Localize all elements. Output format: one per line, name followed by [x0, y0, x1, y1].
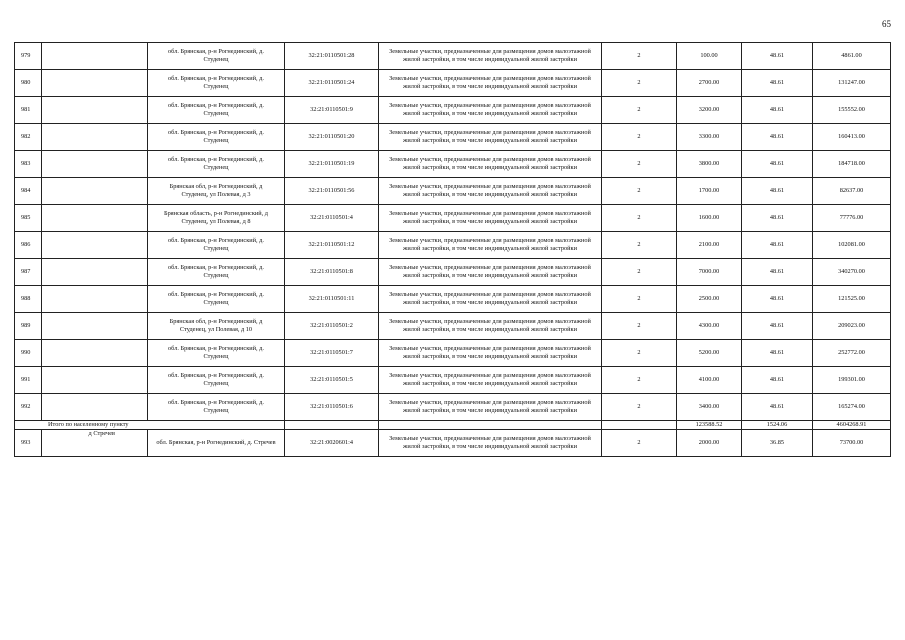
group-cell: 2 — [602, 430, 677, 457]
rate-cell: 48.61 — [742, 394, 813, 421]
group-cell: 2 — [602, 178, 677, 205]
group-cell: 2 — [602, 97, 677, 124]
settlement-cell — [42, 340, 148, 367]
settlement-cell — [42, 286, 148, 313]
settlement-cell — [42, 70, 148, 97]
cadastral-number: 32:21:0110501:4 — [285, 205, 379, 232]
table-row — [15, 205, 891, 232]
cadastral-value-cell: 165274.00 — [813, 394, 891, 421]
row-number: 990 — [15, 340, 42, 367]
address-cell: обл. Брянская, р-н Рогнединский, д. Студенец — [148, 151, 285, 178]
page-number: 65 — [882, 19, 891, 29]
cadastral-value-cell: 121525.00 — [813, 286, 891, 313]
rate-cell: 48.61 — [742, 97, 813, 124]
land-plot-table — [14, 42, 891, 457]
cadastral-value-cell: 340270.00 — [813, 259, 891, 286]
group-cell: 2 — [602, 205, 677, 232]
rate-cell: 48.61 — [742, 205, 813, 232]
group-cell: 2 — [602, 259, 677, 286]
group-cell: 2 — [602, 340, 677, 367]
cadastral-value-cell: 82637.00 — [813, 178, 891, 205]
settlement-cell — [42, 259, 148, 286]
cadastral-value-cell: 209023.00 — [813, 313, 891, 340]
row-number: 983 — [15, 151, 42, 178]
group-cell: 2 — [602, 151, 677, 178]
area-cell: 2100.00 — [677, 232, 742, 259]
cadastral-number: 32:21:0110501:12 — [285, 232, 379, 259]
land-use-cell: Земельные участки, предназначенные для размещения домов малоэтажной жилой застройки, в том числе индивидуальной жилой застройки — [379, 394, 602, 421]
area-cell: 2000.00 — [677, 430, 742, 457]
address-cell: обл. Брянская, р-н Рогнединский, д. Студенец — [148, 124, 285, 151]
table-row — [15, 394, 891, 421]
table-row — [15, 124, 891, 151]
cadastral-value-cell: 73700.00 — [813, 430, 891, 457]
rate-cell: 48.61 — [742, 313, 813, 340]
land-use-cell: Земельные участки, предназначенные для размещения домов малоэтажной жилой застройки, в том числе индивидуальной жилой застройки — [379, 259, 602, 286]
table-row — [15, 70, 891, 97]
settlement-cell — [42, 367, 148, 394]
cadastral-number: 32:21:0110501:7 — [285, 340, 379, 367]
area-cell: 4100.00 — [677, 367, 742, 394]
rate-cell: 48.61 — [742, 340, 813, 367]
address-cell: Брянская обл, р-н Рогнединский, д Студенец, ул Полевая, д 3 — [148, 178, 285, 205]
row-number: 985 — [15, 205, 42, 232]
empty-cell — [285, 421, 379, 430]
cadastral-value-cell: 199301.00 — [813, 367, 891, 394]
land-use-cell: Земельные участки, предназначенные для размещения домов малоэтажной жилой застройки, в том числе индивидуальной жилой застройки — [379, 340, 602, 367]
table-row — [15, 430, 891, 457]
table-row — [15, 367, 891, 394]
total-row — [15, 421, 891, 430]
land-use-cell: Земельные участки, предназначенные для размещения домов малоэтажной жилой застройки, в том числе индивидуальной жилой застройки — [379, 70, 602, 97]
cadastral-value-cell: 155552.00 — [813, 97, 891, 124]
cadastral-value-cell: 160413.00 — [813, 124, 891, 151]
total-value: 4604268.91 — [813, 421, 891, 430]
group-cell: 2 — [602, 367, 677, 394]
cadastral-number: 32:21:0110501:6 — [285, 394, 379, 421]
settlement-cell — [42, 232, 148, 259]
table-row — [15, 97, 891, 124]
cadastral-number: 32:21:0110501:20 — [285, 124, 379, 151]
group-cell: 2 — [602, 232, 677, 259]
address-cell: обл. Брянская, р-н Рогнединский, д. Студенец — [148, 286, 285, 313]
row-number: 989 — [15, 313, 42, 340]
address-cell: обл. Брянская, р-н Рогнединский, д. Студенец — [148, 340, 285, 367]
table-row — [15, 286, 891, 313]
area-cell: 2700.00 — [677, 70, 742, 97]
cadastral-number: 32:21:0110501:8 — [285, 259, 379, 286]
empty-cell — [602, 421, 677, 430]
land-use-cell: Земельные участки, предназначенные для размещения домов малоэтажной жилой застройки, в том числе индивидуальной жилой застройки — [379, 367, 602, 394]
address-cell: обл. Брянская, р-н Рогнединский, д. Студенец — [148, 259, 285, 286]
address-cell: обл. Брянская, р-н Рогнединский, д. Студенец — [148, 97, 285, 124]
rate-cell: 36.85 — [742, 430, 813, 457]
land-use-cell: Земельные участки, предназначенные для размещения домов малоэтажной жилой застройки, в том числе индивидуальной жилой застройки — [379, 430, 602, 457]
table-body — [15, 43, 891, 457]
land-use-cell: Земельные участки, предназначенные для размещения домов малоэтажной жилой застройки, в том числе индивидуальной жилой застройки — [379, 97, 602, 124]
settlement-cell — [42, 178, 148, 205]
total-label: Итого по населенному пункту — [15, 421, 285, 430]
address-cell: Брянская область, р-н Рогнединский, д Студенец, ул Полевая, д 8 — [148, 205, 285, 232]
land-use-cell: Земельные участки, предназначенные для размещения домов малоэтажной жилой застройки, в том числе индивидуальной жилой застройки — [379, 43, 602, 70]
area-cell: 100.00 — [677, 43, 742, 70]
group-cell: 2 — [602, 286, 677, 313]
group-cell: 2 — [602, 313, 677, 340]
rate-cell: 48.61 — [742, 178, 813, 205]
cadastral-number: 32:21:0110501:11 — [285, 286, 379, 313]
settlement-cell — [42, 97, 148, 124]
row-number: 984 — [15, 178, 42, 205]
row-number: 988 — [15, 286, 42, 313]
area-cell: 3800.00 — [677, 151, 742, 178]
cadastral-number: 32:21:0110501:19 — [285, 151, 379, 178]
land-use-cell: Земельные участки, предназначенные для размещения домов малоэтажной жилой застройки, в том числе индивидуальной жилой застройки — [379, 205, 602, 232]
row-number: 980 — [15, 70, 42, 97]
area-cell: 3200.00 — [677, 97, 742, 124]
settlement-cell — [42, 43, 148, 70]
table-row — [15, 232, 891, 259]
land-use-cell: Земельные участки, предназначенные для размещения домов малоэтажной жилой застройки, в том числе индивидуальной жилой застройки — [379, 232, 602, 259]
settlement-cell — [42, 313, 148, 340]
row-number: 992 — [15, 394, 42, 421]
cadastral-number: 32:21:0110501:28 — [285, 43, 379, 70]
table-row — [15, 151, 891, 178]
cadastral-value-cell: 252772.00 — [813, 340, 891, 367]
area-cell: 3300.00 — [677, 124, 742, 151]
cadastral-value-cell: 131247.00 — [813, 70, 891, 97]
row-number: 981 — [15, 97, 42, 124]
rate-cell: 48.61 — [742, 43, 813, 70]
area-cell: 2500.00 — [677, 286, 742, 313]
empty-cell — [379, 421, 602, 430]
total-area: 123588.52 — [677, 421, 742, 430]
cadastral-value-cell: 77776.00 — [813, 205, 891, 232]
rate-cell: 48.61 — [742, 367, 813, 394]
settlement-cell — [42, 205, 148, 232]
area-cell: 3400.00 — [677, 394, 742, 421]
cadastral-number: 32:21:0110501:56 — [285, 178, 379, 205]
cadastral-number: 32:21:0110501:24 — [285, 70, 379, 97]
area-cell: 1600.00 — [677, 205, 742, 232]
area-cell: 1700.00 — [677, 178, 742, 205]
row-number: 982 — [15, 124, 42, 151]
address-cell: обл. Брянская, р-н Рогнединский, д. Студенец — [148, 70, 285, 97]
row-number: 979 — [15, 43, 42, 70]
rate-cell: 48.61 — [742, 232, 813, 259]
cadastral-value-cell: 4861.00 — [813, 43, 891, 70]
cadastral-number: 32:21:0020601:4 — [285, 430, 379, 457]
cadastral-number: 32:21:0110501:5 — [285, 367, 379, 394]
group-cell: 2 — [602, 394, 677, 421]
group-cell: 2 — [602, 124, 677, 151]
address-cell: обл. Брянская, р-н Рогнединский, д. Студенец — [148, 43, 285, 70]
land-use-cell: Земельные участки, предназначенные для размещения домов малоэтажной жилой застройки, в том числе индивидуальной жилой застройки — [379, 313, 602, 340]
settlement-cell — [42, 394, 148, 421]
total-rate: 1524.06 — [742, 421, 813, 430]
table-row — [15, 178, 891, 205]
table-row — [15, 313, 891, 340]
row-number: 991 — [15, 367, 42, 394]
rate-cell: 48.61 — [742, 124, 813, 151]
area-cell: 7000.00 — [677, 259, 742, 286]
cadastral-number: 32:21:0110501:2 — [285, 313, 379, 340]
rate-cell: 48.61 — [742, 70, 813, 97]
rate-cell: 48.61 — [742, 151, 813, 178]
area-cell: 4300.00 — [677, 313, 742, 340]
address-cell: Брянская обл, р-н Рогнединский, д Студенец, ул Полевая, д 10 — [148, 313, 285, 340]
row-number: 986 — [15, 232, 42, 259]
settlement-cell — [42, 151, 148, 178]
land-use-cell: Земельные участки, предназначенные для размещения домов малоэтажной жилой застройки, в том числе индивидуальной жилой застройки — [379, 124, 602, 151]
cadastral-number: 32:21:0110501:9 — [285, 97, 379, 124]
rate-cell: 48.61 — [742, 259, 813, 286]
land-use-cell: Земельные участки, предназначенные для размещения домов малоэтажной жилой застройки, в том числе индивидуальной жилой застройки — [379, 178, 602, 205]
address-cell: обл. Брянская, р-н Рогнединский, д. Стречев — [148, 430, 285, 457]
area-cell: 5200.00 — [677, 340, 742, 367]
land-use-cell: Земельные участки, предназначенные для размещения домов малоэтажной жилой застройки, в том числе индивидуальной жилой застройки — [379, 151, 602, 178]
cadastral-value-cell: 184718.00 — [813, 151, 891, 178]
table-row — [15, 43, 891, 70]
land-use-cell: Земельные участки, предназначенные для размещения домов малоэтажной жилой застройки, в том числе индивидуальной жилой застройки — [379, 286, 602, 313]
cadastral-value-cell: 102081.00 — [813, 232, 891, 259]
address-cell: обл. Брянская, р-н Рогнединский, д. Студенец — [148, 367, 285, 394]
settlement-cell — [42, 124, 148, 151]
group-cell: 2 — [602, 70, 677, 97]
rate-cell: 48.61 — [742, 286, 813, 313]
group-cell: 2 — [602, 43, 677, 70]
address-cell: обл. Брянская, р-н Рогнединский, д. Студенец — [148, 394, 285, 421]
table-row — [15, 259, 891, 286]
row-number: 993 — [15, 430, 42, 457]
settlement-name: д Стречев — [42, 430, 148, 457]
table-row — [15, 340, 891, 367]
address-cell: обл. Брянская, р-н Рогнединский, д. Студенец — [148, 232, 285, 259]
row-number: 987 — [15, 259, 42, 286]
